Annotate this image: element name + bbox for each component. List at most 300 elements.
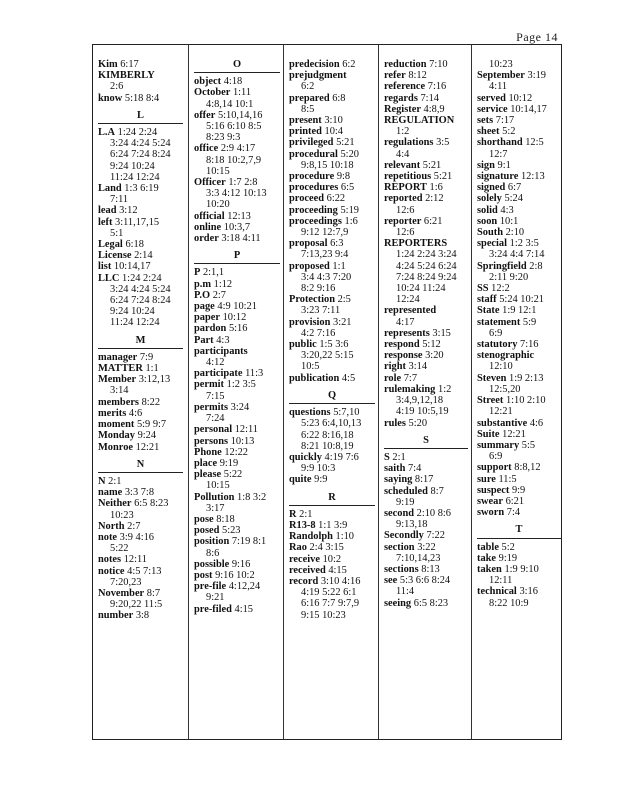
index-refs: 4:6 [529,417,544,429]
index-refs: 9:16 10:2 [215,569,255,581]
index-refs: 8:18 [216,513,235,525]
index-refs-continued: 8:18 10:2,7,9 [206,154,262,166]
index-term: Street [477,395,504,407]
index-column-1 [93,45,185,739]
index-refs: 9:9 [511,484,526,496]
index-term: proceeding [289,204,338,216]
index-entry [194,335,280,346]
index-refs-continued: 9:19 [396,496,415,508]
index-term: permits [194,401,229,413]
index-entry [477,305,561,316]
index-term: role [384,372,402,384]
index-term: North [98,520,125,532]
index-refs-continued: 7:11 [110,194,129,206]
index-entry [98,127,183,183]
index-entry [289,149,375,171]
index-entry [477,507,561,518]
index-refs-continued: 8:2 9:16 [301,283,336,295]
index-entry [289,565,375,576]
index-refs: 4:6 [128,407,143,419]
index-entry [477,317,561,339]
index-refs-continued: 11:24 12:24 [110,171,160,183]
index-refs: 3:9 4:16 [119,531,155,543]
index-refs: 1:2 [438,383,452,395]
index-entry [384,305,468,327]
index-refs-continued: 6:2 [301,81,315,93]
index-entry [384,598,468,609]
index-refs: 6:21 [505,495,525,507]
index-refs: 2:7 [127,520,141,532]
index-entry [98,498,183,520]
index-term: Pollution [194,491,235,503]
index-term: Suite [477,428,500,440]
index-term: reported [384,193,423,205]
index-term: proceed [289,193,325,205]
index-term: repetitious [384,171,432,183]
index-term: REGULATION [384,115,455,127]
index-entry [289,474,375,485]
index-entry [477,216,561,227]
index-refs: 7:4 [506,507,521,519]
index-term: substantive [477,417,528,429]
index-entry [98,273,183,329]
index-refs-continued: 3:24 4:4 7:14 [489,249,545,261]
index-entry [289,294,375,316]
index-refs-continued: 7:24 8:24 9:24 [396,271,457,283]
index-entry [194,301,280,312]
index-term: procedures [289,182,339,194]
index-refs: 8:12 [408,70,427,82]
index-entry [384,70,468,81]
index-refs-continued: 7:24 [206,413,225,425]
index-entry [384,238,468,305]
index-refs: 3:24 [230,401,250,413]
index-refs: 12:11 [123,554,147,566]
index-refs: 5:16 [228,323,248,335]
index-term: pre-file [194,581,227,593]
index-refs: 6:18 [125,239,144,251]
index-entry [289,115,375,126]
index-entry [194,458,280,469]
index-refs: 10:12 [222,312,247,324]
index-term: Member [98,374,137,386]
index-entry [289,238,375,260]
index-entry [194,492,280,514]
index-refs: 11:5 [498,473,517,485]
index-refs: 3:12 [119,205,138,217]
index-term: lead [98,205,117,217]
index-refs: 1:9 9:10 [504,563,539,575]
index-term: solely [477,193,502,205]
index-entry [289,542,375,553]
index-refs: 2:7 [212,289,226,301]
index-refs: 12:21 [502,428,526,440]
index-entry [98,363,183,374]
index-entry [477,59,561,70]
index-entry [194,469,280,491]
index-entry [384,384,468,418]
index-entry [194,536,280,558]
index-term: soon [477,215,498,227]
index-entry [194,604,280,615]
index-term: online [194,221,222,233]
index-refs: 4:12,24 [228,581,261,593]
index-refs: 2:4 3:15 [309,542,344,554]
index-term: refer [384,70,406,82]
index-entry [477,294,561,305]
index-refs: 2:1 [299,508,313,520]
index-refs: 5:21 [336,137,355,149]
index-refs: 4:15 [234,603,253,615]
index-refs: 2:1 [392,451,406,463]
index-entry [289,126,375,137]
index-term: quickly [289,451,322,463]
index-entry [477,160,561,171]
index-entry [477,238,561,260]
index-term: proposed [289,260,330,272]
index-entry [477,542,561,553]
index-entry [384,59,468,70]
index-entry [194,514,280,525]
index-term: pre-filed [194,603,232,615]
index-entry [194,368,280,379]
index-refs: 10:2 [322,553,342,565]
index-term: see [384,575,398,587]
index-refs: 9:8 [336,171,351,183]
index-refs: 3:18 4:11 [221,233,261,245]
index-term: regards [384,92,418,104]
index-refs-continued: 8:22 10:9 [489,597,529,609]
index-refs: 3:8 [135,610,150,622]
index-term: received [289,564,326,576]
index-term: Land [98,183,122,195]
index-refs: 6:2 [342,59,356,70]
index-refs-continued: 3:3 4:12 10:13 [206,188,267,200]
index-refs: 10:13 [230,435,255,447]
index-entry [477,553,561,564]
index-refs-continued: 12:11 [489,575,513,587]
index-term: solid [477,204,498,216]
index-refs-continued: 6:16 7:7 9:7,9 [301,598,360,610]
index-column-4 [378,45,470,739]
index-refs: 3:19 [527,70,546,82]
index-refs: 10:4 [324,126,344,138]
index-column-2 [188,45,282,739]
index-term: Monroe [98,441,134,453]
index-entry [477,496,561,507]
letter-heading: L [98,110,183,124]
index-entry [98,588,183,610]
index-term: list [98,261,112,273]
index-refs-continued: 9:9 10:3 [301,463,336,475]
index-refs: 6:5 8:23 [413,597,449,609]
index-entry [98,374,183,396]
index-refs: 3:10 4:16 [320,575,361,587]
index-term: suspect [477,484,510,496]
index-refs-continued: 6:9 [489,327,503,339]
index-entry [289,339,375,373]
index-entry [98,419,183,430]
index-refs: 5:2 [502,126,516,138]
index-refs-continued: 9:21 [206,592,225,604]
index-entry [194,267,280,278]
index-term: Springfield [477,260,527,272]
index-refs: 2:1,1 [202,267,225,279]
index-term: Phone [194,446,222,458]
index-term: public [289,339,317,351]
index-entry [477,283,561,294]
index-refs-continued: 12:6 [396,227,415,239]
index-entry [477,440,561,462]
index-term: notice [98,565,125,577]
index-term: REPORT [384,182,427,194]
index-entry [98,397,183,408]
index-term: section [384,541,415,553]
index-entry [98,532,183,554]
index-refs: 9:9 [314,474,328,486]
index-term: moment [98,419,135,431]
index-refs-continued: 4:8,14 10:1 [206,98,254,110]
index-refs-continued: 9:20,22 11:5 [110,599,163,611]
index-refs: 3:20 [425,350,444,362]
index-refs-continued: 3:4,9,12,18 [396,395,444,407]
index-refs-continued: 12:21 [489,406,513,418]
index-refs: 4:18 [223,76,243,88]
index-term: personal [194,424,233,436]
index-refs: 3:5 [436,137,450,149]
index-refs: 1:9 2:13 [509,372,544,384]
index-refs-continued: 12:5,20 [489,383,521,395]
index-entry [98,93,183,104]
index-entry [194,110,280,144]
index-entry [98,442,183,453]
index-refs: 3:22 [417,541,436,553]
index-entry [98,610,183,621]
index-refs: 1:7 2:8 [228,177,258,189]
index-refs: 5:24 10:21 [499,294,544,306]
index-term: shorthand [477,137,523,149]
index-term: summary [477,439,520,451]
index-term: Protection [289,294,335,306]
index-refs: 12:11 [234,424,259,436]
index-term: prepared [289,92,330,104]
index-refs: 4:8,9 [423,103,445,115]
index-entry [98,487,183,498]
index-entry [477,339,561,350]
index-entry [289,261,375,295]
index-refs: 1:11 [232,87,252,99]
index-entry [384,463,468,474]
index-term: support [477,462,512,474]
index-refs-continued: 3:24 4:24 5:24 [110,138,171,150]
letter-heading: R [289,492,375,506]
index-refs-continued: 10:24 11:24 [396,283,446,295]
index-entry [384,361,468,372]
index-entry [384,373,468,384]
index-refs: 1:1 3:9 [318,519,348,531]
index-term: table [477,541,499,553]
index-term: place [194,457,218,469]
index-term: scheduled [384,485,428,497]
index-refs: 9:1 [497,159,511,171]
index-refs-continued: 7:10,14,23 [396,552,441,564]
index-term: LLC [98,272,120,284]
index-refs-continued: 7:15 [206,390,225,402]
index-refs-continued: 4:2 7:16 [301,327,336,339]
index-refs: 7:10 [429,59,448,70]
index-refs-continued: 10:20 [206,199,230,211]
letter-heading: P [194,250,280,264]
index-refs-continued: 11:24 12:24 [110,317,160,329]
index-term: participants [194,345,248,357]
index-refs-continued: 12:7 [489,148,508,160]
index-refs: 6:8 [332,92,346,104]
index-entry [477,373,561,395]
index-term: offer [194,109,216,121]
index-refs-continued: 1:2 [396,126,410,138]
index-entry [98,352,183,363]
index-entry [384,452,468,463]
index-entry [384,193,468,215]
index-refs-continued: 12:24 [396,294,420,306]
index-term: stenographic [477,350,535,362]
index-refs: 9:19 [498,552,518,564]
index-term: License [98,250,132,262]
index-term: name [98,487,123,499]
letter-heading: T [477,524,561,538]
index-entry [194,346,280,368]
index-entry [477,115,561,126]
index-term: R13-8 [289,519,316,531]
index-refs-continued: 10:15 [206,165,230,177]
index-term: N [98,475,106,487]
index-term: pardon [194,323,227,335]
index-entry [98,205,183,216]
index-refs-continued: 8:23 9:3 [206,132,241,144]
index-entry [477,586,561,608]
index-entry [384,418,468,429]
index-refs: 1:5 3:6 [319,339,349,351]
index-entry [289,93,375,115]
index-refs: 2:14 [134,250,153,262]
index-refs-continued: 10:5 [301,361,320,373]
index-entry [289,171,375,182]
index-refs: 1:1 [332,260,346,272]
index-entry [98,217,183,239]
index-term: Neither [98,498,132,510]
index-entry [194,436,280,447]
index-entry [289,70,375,92]
index-term: privileged [289,137,334,149]
index-refs-continued: 5:22 [110,543,129,555]
index-term: procedure [289,171,335,183]
index-refs: 5:10,14,16 [217,109,263,121]
letter-heading: M [98,335,183,349]
index-entry [384,542,468,564]
index-term: sworn [477,507,505,519]
index-refs-continued: 3:23 7:11 [301,305,341,317]
index-entry [289,193,375,204]
index-entry [98,261,183,272]
index-refs: 1:6 [344,215,358,227]
index-refs: 1:12 [213,278,233,290]
index-entry [194,211,280,222]
index-refs-continued: 2:11 9:20 [489,271,529,283]
index-term: relevant [384,159,421,171]
index-refs: 5:20 [340,148,359,160]
index-term: proceedings [289,215,342,227]
index-refs-continued: 8:6 [206,547,220,559]
index-entry [384,328,468,339]
index-term: staff [477,294,497,306]
index-refs: 3:3 7:8 [124,487,155,499]
index-refs-continued: 5:1 [110,227,124,239]
index-refs-continued: 8:21 10:8,19 [301,440,354,452]
index-entry [194,290,280,301]
index-refs-continued: 3:24 4:24 5:24 [110,283,171,295]
index-term: provision [289,316,331,328]
index-refs: 9:19 [219,457,239,469]
index-entry [384,486,468,508]
index-frame [92,44,562,740]
index-entry [98,521,183,532]
index-entry [384,104,468,115]
page-number: Page 14 [516,30,558,44]
index-refs: 1:24 2:24 [121,272,162,284]
index-entry [289,182,375,193]
index-entry [98,250,183,261]
index-refs-continued: 4:19 10:5,19 [396,406,449,418]
index-term: Kim [98,59,118,70]
index-refs: 3:11,17,15 [115,216,160,228]
index-refs-continued: 6:9 [489,451,503,463]
index-entry [289,509,375,520]
index-term: publication [289,372,340,384]
index-refs-continued: 6:22 8:16,18 [301,429,354,441]
index-entry [384,575,468,597]
index-refs-continued: 6:24 7:24 8:24 [110,149,171,161]
index-refs: 12:13 [227,210,251,222]
index-entry [477,70,561,92]
index-refs-continued: 12:10 [489,361,513,373]
index-term: pose [194,513,214,525]
index-term: posed [194,525,220,537]
index-entry [98,430,183,441]
index-refs: 3:10 [324,115,343,127]
index-refs: 3:14 [408,361,428,373]
index-term: respond [384,339,420,351]
index-refs-continued: 8:5 [301,103,315,115]
index-term: swear [477,495,503,507]
index-entry [289,520,375,531]
index-refs-continued: 9:15 10:23 [301,609,346,621]
index-term: State [477,305,500,317]
index-refs: 10:14,17 [113,261,151,273]
index-refs: 8:7 [430,485,444,497]
index-term: procedural [289,148,338,160]
index-refs: 6:3 [330,238,344,250]
index-entry [477,474,561,485]
index-term: second [384,507,415,519]
index-refs: 6:22 [326,193,346,205]
index-term: served [477,92,506,104]
index-refs: 5:20 [408,417,428,429]
index-entry [384,182,468,193]
index-term: official [194,210,225,222]
index-term: possible [194,558,230,570]
index-entry [289,317,375,339]
index-entry [384,350,468,361]
